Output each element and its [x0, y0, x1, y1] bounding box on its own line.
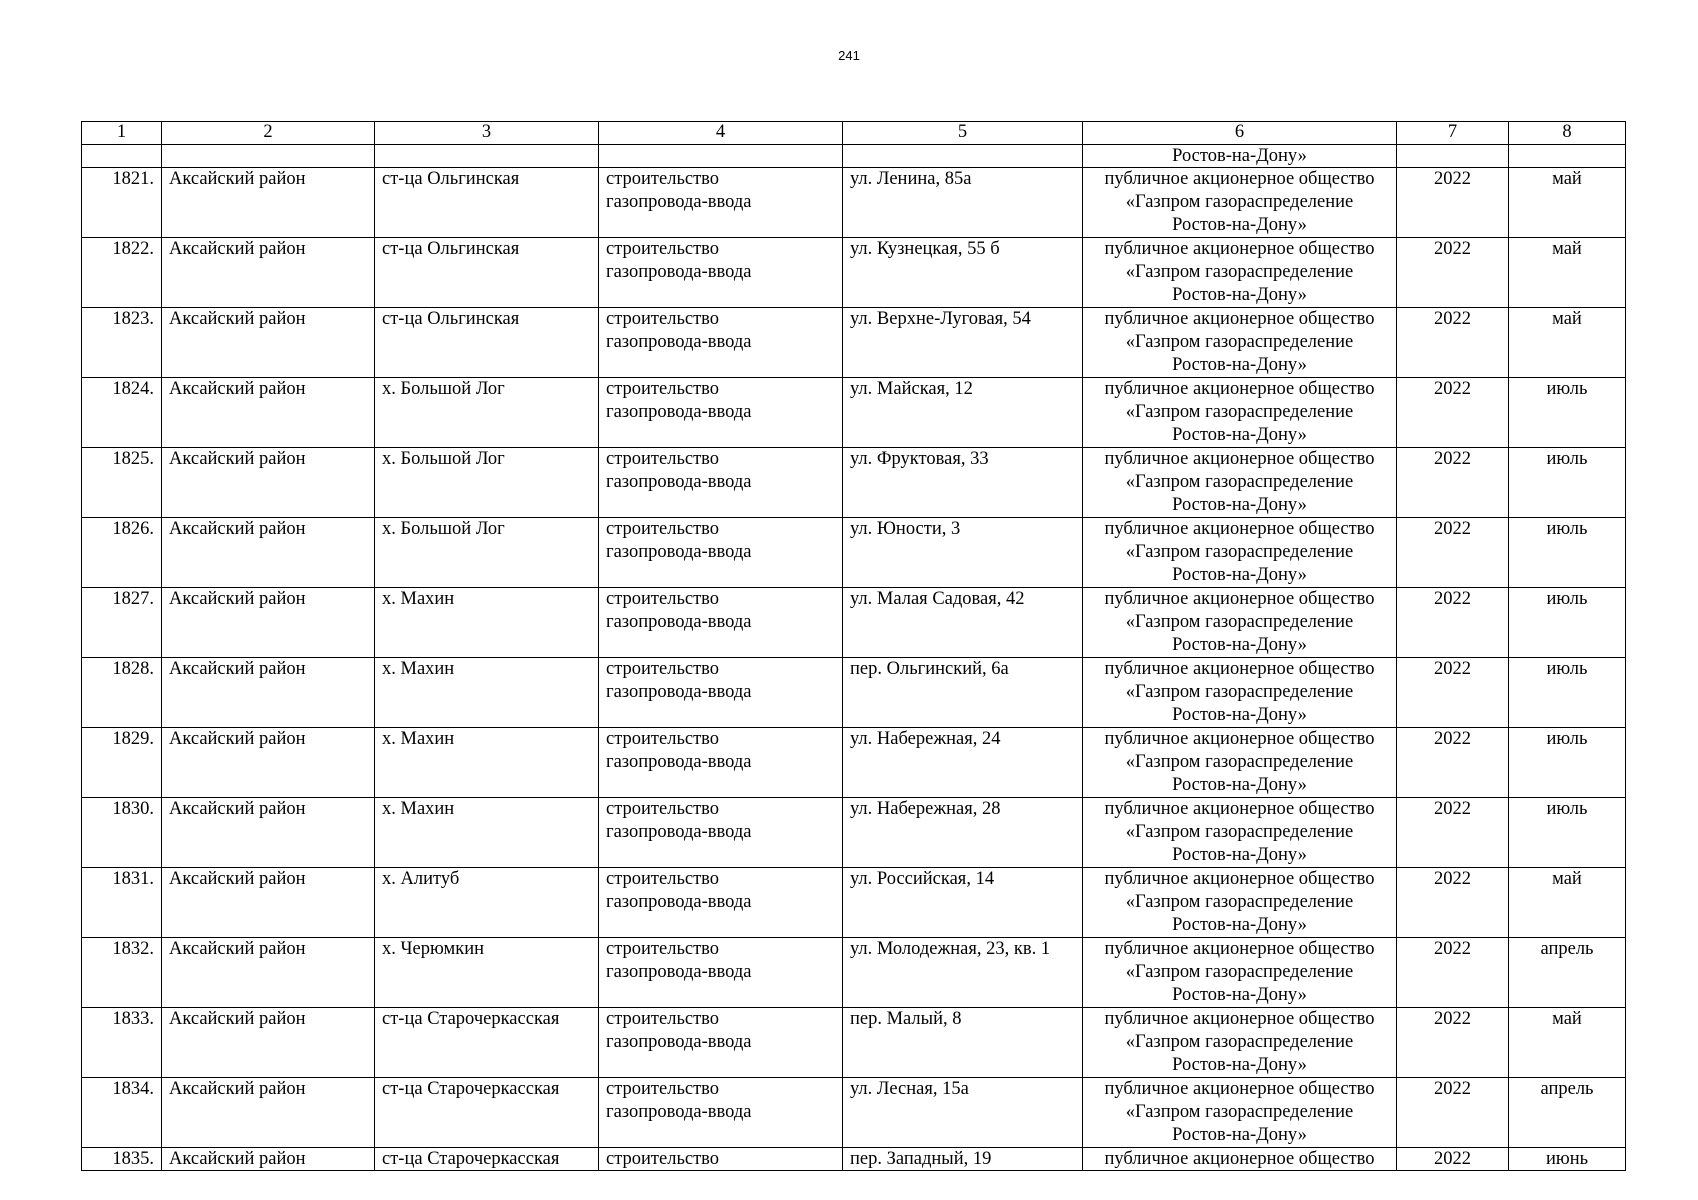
organization-cell-line: публичное акционерное общество	[1104, 1079, 1375, 1099]
month-cell: июль	[1509, 378, 1626, 448]
month-cell: июль	[1509, 448, 1626, 518]
organization-cell-line: публичное акционерное общество	[1104, 239, 1375, 259]
address-cell: ул. Малая Садовая, 42	[843, 588, 1083, 658]
organization-cell-line: публичное акционерное общество	[1104, 799, 1375, 819]
work-cell-line: строительство	[606, 1009, 720, 1029]
column-header: 5	[843, 122, 1083, 145]
cell	[843, 145, 1083, 168]
organization-cell-line: Ростов-на-Дону»	[1172, 355, 1307, 375]
organization-cell	[1083, 238, 1397, 308]
district-cell: Аксайский район	[162, 798, 375, 868]
organization-cell-line: «Газпром газораспределение	[1125, 682, 1354, 702]
row-number-cell: 1822.	[82, 238, 162, 308]
work-cell	[599, 938, 843, 1008]
organization-cell-line: Ростов-на-Дону»	[1172, 495, 1307, 515]
locality-cell: ст-ца Старочеркасская	[375, 1008, 599, 1078]
continuation-row	[82, 145, 1626, 168]
year-cell: 2022	[1397, 518, 1509, 588]
locality-cell: х. Махин	[375, 798, 599, 868]
work-cell-line: газопровода-ввода	[606, 332, 752, 352]
month-cell: июль	[1509, 728, 1626, 798]
table-row	[82, 1008, 1626, 1078]
work-cell-line: газопровода-ввода	[606, 892, 752, 912]
organization-cell-line: «Газпром газораспределение	[1125, 542, 1354, 562]
organization-cell-line: «Газпром газораспределение	[1125, 612, 1354, 632]
work-cell-line: строительство	[606, 449, 720, 469]
cell	[82, 145, 162, 168]
table-row	[82, 798, 1626, 868]
organization-cell-line: публичное акционерное общество	[1104, 659, 1375, 679]
organization-cell-line: Ростов-на-Дону»	[1172, 705, 1307, 725]
address-cell: ул. Российская, 14	[843, 868, 1083, 938]
month-cell: июль	[1509, 798, 1626, 868]
month-cell: июль	[1509, 658, 1626, 728]
address-cell: ул. Набережная, 24	[843, 728, 1083, 798]
organization-cell-line: публичное акционерное общество	[1104, 939, 1375, 959]
organization-cell-line: публичное акционерное общество	[1104, 379, 1375, 399]
locality-cell: ст-ца Старочеркасская	[375, 1078, 599, 1148]
row-number-cell: 1833.	[82, 1008, 162, 1078]
organization-cell	[1083, 448, 1397, 518]
year-cell: 2022	[1397, 728, 1509, 798]
month-cell: май	[1509, 308, 1626, 378]
work-cell-line: строительство	[606, 379, 720, 399]
address-cell: ул. Набережная, 28	[843, 798, 1083, 868]
cell	[599, 145, 843, 168]
year-cell: 2022	[1397, 1008, 1509, 1078]
cell	[1397, 145, 1509, 168]
cell	[375, 145, 599, 168]
locality-cell: ст-ца Старочеркасская	[375, 1148, 599, 1171]
work-cell	[599, 448, 843, 518]
cell	[1509, 145, 1626, 168]
district-cell: Аксайский район	[162, 168, 375, 238]
work-cell	[599, 728, 843, 798]
table-row	[82, 238, 1626, 308]
organization-cell-line: «Газпром газораспределение	[1125, 262, 1354, 282]
organization-cell	[1083, 1078, 1397, 1148]
year-cell: 2022	[1397, 868, 1509, 938]
year-cell: 2022	[1397, 238, 1509, 308]
month-cell: апрель	[1509, 1078, 1626, 1148]
organization-cell-line: Ростов-на-Дону»	[1172, 215, 1307, 235]
locality-cell: х. Черюмкин	[375, 938, 599, 1008]
month-cell: июнь	[1509, 1148, 1626, 1171]
organization-cell	[1083, 728, 1397, 798]
work-cell-line: строительство	[606, 939, 720, 959]
column-header: 3	[375, 122, 599, 145]
cell	[162, 145, 375, 168]
year-cell: 2022	[1397, 168, 1509, 238]
table-row	[82, 728, 1626, 798]
table-row	[82, 378, 1626, 448]
org-continuation-cell: Ростов-на-Дону»	[1083, 145, 1397, 168]
organization-cell-line: «Газпром газораспределение	[1125, 402, 1354, 422]
work-cell: строительство	[599, 1148, 843, 1171]
organization-cell	[1083, 378, 1397, 448]
row-number-cell: 1828.	[82, 658, 162, 728]
column-header: 1	[82, 122, 162, 145]
district-cell: Аксайский район	[162, 448, 375, 518]
table-row	[82, 1148, 1626, 1171]
work-cell-line: газопровода-ввода	[606, 1032, 752, 1052]
year-cell: 2022	[1397, 798, 1509, 868]
locality-cell: ст-ца Ольгинская	[375, 308, 599, 378]
work-cell-line: газопровода-ввода	[606, 612, 752, 632]
address-cell: пер. Западный, 19	[843, 1148, 1083, 1171]
page-number: 241	[838, 48, 860, 63]
column-header: 8	[1509, 122, 1626, 145]
month-cell: май	[1509, 1008, 1626, 1078]
row-number-cell: 1824.	[82, 378, 162, 448]
locality-cell: х. Большой Лог	[375, 518, 599, 588]
work-cell-line: газопровода-ввода	[606, 472, 752, 492]
table-row	[82, 518, 1626, 588]
organization-cell	[1083, 308, 1397, 378]
column-header: 6	[1083, 122, 1397, 145]
organization-cell-line: «Газпром газораспределение	[1125, 472, 1354, 492]
organization-cell-line: Ростов-на-Дону»	[1172, 635, 1307, 655]
work-cell	[599, 798, 843, 868]
district-cell: Аксайский район	[162, 1008, 375, 1078]
month-cell: май	[1509, 168, 1626, 238]
organization-cell-line: «Газпром газораспределение	[1125, 892, 1354, 912]
address-cell: ул. Верхне-Луговая, 54	[843, 308, 1083, 378]
work-cell-line: строительство	[606, 239, 720, 259]
organization-cell-line: публичное акционерное общество	[1104, 309, 1375, 329]
address-cell: пер. Ольгинский, 6а	[843, 658, 1083, 728]
table-row	[82, 868, 1626, 938]
work-cell-line: строительство	[606, 659, 720, 679]
address-cell: ул. Юности, 3	[843, 518, 1083, 588]
locality-cell: ст-ца Ольгинская	[375, 168, 599, 238]
organization-cell	[1083, 518, 1397, 588]
work-cell-line: газопровода-ввода	[606, 962, 752, 982]
work-cell-line: строительство	[606, 869, 720, 889]
work-cell-line: строительство	[606, 169, 720, 189]
organization-cell-line: публичное акционерное общество	[1104, 169, 1375, 189]
table-body	[82, 145, 1626, 1171]
organization-cell-line: «Газпром газораспределение	[1125, 192, 1354, 212]
row-number-cell: 1831.	[82, 868, 162, 938]
table-row	[82, 588, 1626, 658]
row-number-cell: 1826.	[82, 518, 162, 588]
locality-cell: х. Махин	[375, 588, 599, 658]
month-cell: май	[1509, 238, 1626, 308]
address-cell: пер. Малый, 8	[843, 1008, 1083, 1078]
work-cell	[599, 658, 843, 728]
organization-cell-line: Ростов-на-Дону»	[1172, 285, 1307, 305]
organization-cell-line: «Газпром газораспределение	[1125, 1102, 1354, 1122]
column-number-header-row	[82, 122, 1626, 145]
table-row	[82, 308, 1626, 378]
district-cell: Аксайский район	[162, 938, 375, 1008]
organization-cell-line: публичное акционерное общество	[1104, 729, 1375, 749]
row-number-cell: 1832.	[82, 938, 162, 1008]
organization-cell	[1083, 1008, 1397, 1078]
column-header: 2	[162, 122, 375, 145]
work-cell-line: строительство	[606, 519, 720, 539]
work-cell-line: газопровода-ввода	[606, 542, 752, 562]
locality-cell: ст-ца Ольгинская	[375, 238, 599, 308]
organization-cell-line: «Газпром газораспределение	[1125, 822, 1354, 842]
work-cell-line: газопровода-ввода	[606, 1102, 752, 1122]
district-cell: Аксайский район	[162, 728, 375, 798]
organization-cell	[1083, 798, 1397, 868]
work-cell-line: строительство	[606, 1079, 720, 1099]
locality-cell: х. Большой Лог	[375, 378, 599, 448]
organization-cell-line: Ростов-на-Дону»	[1172, 845, 1307, 865]
organization-cell-line: публичное акционерное общество	[1104, 519, 1375, 539]
column-header: 4	[599, 122, 843, 145]
table-row	[82, 168, 1626, 238]
work-cell-line: газопровода-ввода	[606, 682, 752, 702]
organization-cell-line: публичное акционерное общество	[1104, 1009, 1375, 1029]
work-cell-line: строительство	[606, 729, 720, 749]
row-number-cell: 1835.	[82, 1148, 162, 1171]
month-cell: апрель	[1509, 938, 1626, 1008]
address-cell: ул. Молодежная, 23, кв. 1	[843, 938, 1083, 1008]
row-number-cell: 1830.	[82, 798, 162, 868]
organization-cell-line: Ростов-на-Дону»	[1172, 985, 1307, 1005]
work-cell	[599, 168, 843, 238]
work-cell-line: газопровода-ввода	[606, 262, 752, 282]
organization-cell-line: публичное акционерное общество	[1104, 869, 1375, 889]
year-cell: 2022	[1397, 588, 1509, 658]
organization-cell	[1083, 168, 1397, 238]
district-cell: Аксайский район	[162, 588, 375, 658]
work-cell	[599, 588, 843, 658]
organization-cell-line: публичное акционерное общество	[1104, 449, 1375, 469]
work-cell	[599, 518, 843, 588]
organization-cell-line: публичное акционерное общество	[1104, 589, 1375, 609]
organization-cell-line: Ростов-на-Дону»	[1172, 1125, 1307, 1145]
organization-cell-line: Ростов-на-Дону»	[1172, 565, 1307, 585]
work-cell-line: газопровода-ввода	[606, 192, 752, 212]
address-cell: ул. Фруктовая, 33	[843, 448, 1083, 518]
address-cell: ул. Кузнецкая, 55 б	[843, 238, 1083, 308]
address-cell: ул. Лесная, 15а	[843, 1078, 1083, 1148]
organization-cell-line: «Газпром газораспределение	[1125, 962, 1354, 982]
row-number-cell: 1823.	[82, 308, 162, 378]
work-cell-line: газопровода-ввода	[606, 752, 752, 772]
year-cell: 2022	[1397, 1148, 1509, 1171]
year-cell: 2022	[1397, 1078, 1509, 1148]
month-cell: июль	[1509, 588, 1626, 658]
work-cell	[599, 868, 843, 938]
work-cell	[599, 238, 843, 308]
work-cell	[599, 378, 843, 448]
work-cell	[599, 1008, 843, 1078]
organization-cell	[1083, 938, 1397, 1008]
work-cell-line: газопровода-ввода	[606, 402, 752, 422]
work-cell-line: газопровода-ввода	[606, 822, 752, 842]
row-number-cell: 1821.	[82, 168, 162, 238]
district-cell: Аксайский район	[162, 518, 375, 588]
organization-cell-line: «Газпром газораспределение	[1125, 332, 1354, 352]
year-cell: 2022	[1397, 658, 1509, 728]
year-cell: 2022	[1397, 378, 1509, 448]
organization-cell-line: Ростов-на-Дону»	[1172, 775, 1307, 795]
year-cell: 2022	[1397, 308, 1509, 378]
organization-cell	[1083, 868, 1397, 938]
table-row	[82, 1078, 1626, 1148]
district-cell: Аксайский район	[162, 868, 375, 938]
address-cell: ул. Ленина, 85а	[843, 168, 1083, 238]
organization-cell-line: Ростов-на-Дону»	[1172, 425, 1307, 445]
district-cell: Аксайский район	[162, 1148, 375, 1171]
district-cell: Аксайский район	[162, 1078, 375, 1148]
row-number-cell: 1825.	[82, 448, 162, 518]
district-cell: Аксайский район	[162, 238, 375, 308]
work-cell-line: строительство	[606, 309, 720, 329]
organization-cell: публичное акционерное общество	[1083, 1148, 1397, 1171]
locality-cell: х. Махин	[375, 658, 599, 728]
work-cell	[599, 1078, 843, 1148]
district-cell: Аксайский район	[162, 308, 375, 378]
table-row	[82, 658, 1626, 728]
schedule-table	[81, 121, 1626, 1171]
work-cell-line: строительство	[606, 589, 720, 609]
month-cell: май	[1509, 868, 1626, 938]
month-cell: июль	[1509, 518, 1626, 588]
address-cell: ул. Майская, 12	[843, 378, 1083, 448]
organization-cell-line: Ростов-на-Дону»	[1172, 915, 1307, 935]
year-cell: 2022	[1397, 938, 1509, 1008]
column-header: 7	[1397, 122, 1509, 145]
work-cell-line: строительство	[606, 799, 720, 819]
organization-cell	[1083, 588, 1397, 658]
locality-cell: х. Большой Лог	[375, 448, 599, 518]
work-cell	[599, 308, 843, 378]
locality-cell: х. Махин	[375, 728, 599, 798]
organization-cell-line: «Газпром газораспределение	[1125, 1032, 1354, 1052]
district-cell: Аксайский район	[162, 378, 375, 448]
locality-cell: х. Алитуб	[375, 868, 599, 938]
district-cell: Аксайский район	[162, 658, 375, 728]
organization-cell-line: «Газпром газораспределение	[1125, 752, 1354, 772]
row-number-cell: 1827.	[82, 588, 162, 658]
row-number-cell: 1834.	[82, 1078, 162, 1148]
table-row	[82, 448, 1626, 518]
organization-cell-line: Ростов-на-Дону»	[1172, 1055, 1307, 1075]
table-row	[82, 938, 1626, 1008]
year-cell: 2022	[1397, 448, 1509, 518]
row-number-cell: 1829.	[82, 728, 162, 798]
organization-cell	[1083, 658, 1397, 728]
